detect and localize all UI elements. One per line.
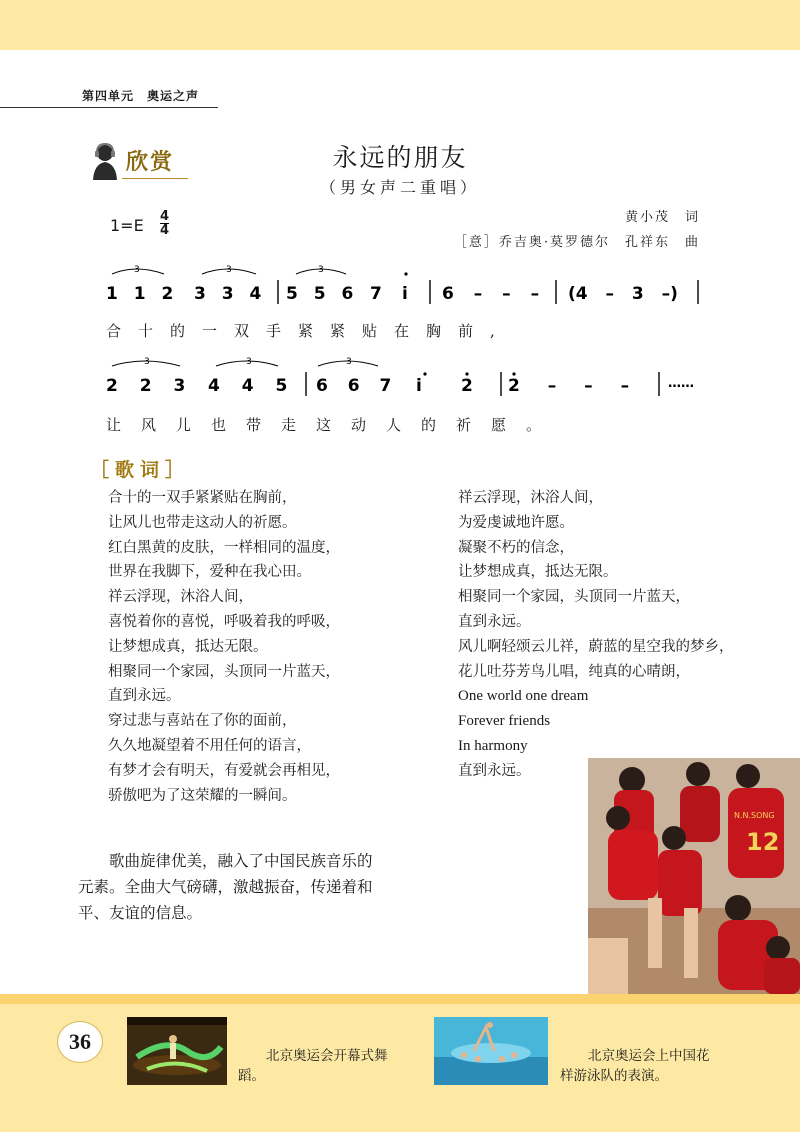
score-lyrics-2: 让风儿也带走这动人的祈愿。 bbox=[106, 416, 562, 434]
notes-group: 2 2 3 bbox=[106, 376, 186, 396]
triplet-mark: 3 bbox=[134, 265, 140, 275]
lyrics-right-column bbox=[458, 486, 734, 784]
lyric-line: 花儿吐芬芳鸟儿唱，纯真的心晴朗， bbox=[458, 663, 690, 680]
notes-group: 3 3 4 bbox=[194, 284, 262, 304]
lyric-line: 祥云浮现，沐浴人间， bbox=[108, 589, 253, 606]
song-description bbox=[78, 848, 378, 926]
lyric-line: 合十的一双手紧紧贴在胸前， bbox=[108, 490, 297, 506]
note-high: i bbox=[416, 376, 422, 396]
notes-group: 4 4 5 bbox=[208, 376, 288, 396]
lyric-line-english: Forever friends bbox=[458, 713, 551, 730]
notes-group: 2 – – – bbox=[508, 376, 630, 396]
lyric-line: 直到永远。 bbox=[108, 688, 181, 705]
high-dot-line1 bbox=[402, 270, 410, 278]
notes-group: 6 6 7 bbox=[316, 376, 392, 396]
lyric-line-english: In harmony bbox=[458, 737, 528, 754]
triplet-mark: 3 bbox=[318, 265, 324, 275]
photo-illustration bbox=[588, 758, 800, 994]
lyrics-left-column bbox=[108, 486, 340, 808]
note-high: i bbox=[402, 284, 408, 304]
high-dot bbox=[512, 372, 515, 375]
opening-dance-photo bbox=[127, 1017, 227, 1085]
note-high: 2 bbox=[461, 376, 473, 396]
jersey-number: 12 bbox=[746, 828, 780, 856]
lyrics-heading: ［歌词］ bbox=[90, 459, 191, 481]
song-title: 永远的朋友 bbox=[332, 143, 468, 172]
page-number: 36 bbox=[57, 1021, 103, 1063]
appreciation-badge bbox=[86, 142, 190, 182]
continuation-dots: …… bbox=[668, 376, 694, 391]
top-band bbox=[0, 0, 800, 50]
lyric-line: 相聚同一个家园，头顶同一片蓝天， bbox=[108, 663, 340, 680]
badge-underline bbox=[122, 178, 188, 179]
high-dot bbox=[423, 372, 426, 375]
caption-dance-text: 北京奥运会开幕式舞蹈。 bbox=[238, 1048, 388, 1084]
listener-icon bbox=[90, 142, 120, 180]
lyric-line: 让梦想成真，抵达无限。 bbox=[458, 564, 618, 581]
lyric-line: 让风儿也带走这动人的祈愿。 bbox=[108, 514, 297, 531]
jersey-name: N.N.SONG bbox=[734, 811, 775, 820]
lyric-line: 为爱虔诚地许愿。 bbox=[458, 514, 574, 531]
triplet-mark: 3 bbox=[144, 357, 150, 367]
synchronized-swimming-photo bbox=[434, 1017, 548, 1085]
triplet-mark: 3 bbox=[226, 265, 232, 275]
lyric-line: 红白黑黄的皮肤，一样相同的温度， bbox=[108, 539, 340, 556]
lyric-line: 相聚同一个家园，头顶同一片蓝天， bbox=[458, 589, 690, 606]
high-dot bbox=[465, 372, 468, 375]
badge-label: 欣赏 bbox=[126, 149, 175, 175]
lyric-line: 喜悦着你的喜悦，呼吸着我的呼吸， bbox=[108, 613, 340, 630]
lyric-line: 骄傲吧为了这荣耀的一瞬间。 bbox=[108, 787, 297, 804]
lyric-line: 穿过悲与喜站在了你的面前， bbox=[108, 713, 297, 730]
lyricist-credit: 黄小茂 词 bbox=[624, 210, 700, 225]
note: 7 bbox=[370, 284, 382, 304]
key-signature: 1=E bbox=[110, 216, 144, 235]
score-lyrics-1: 合十的一双手紧紧贴在胸前, bbox=[106, 322, 512, 340]
caption-swimming-text: 北京奥运会上中国花样游泳队的表演。 bbox=[560, 1048, 710, 1084]
lyric-line-english: One world one dream bbox=[458, 688, 589, 705]
description-text: 歌曲旋律优美，融入了中国民族音乐的元素。全曲大气磅礴，激越振奋，传递着和平、友谊的信息。 bbox=[78, 852, 373, 922]
time-signature bbox=[160, 210, 169, 237]
caption-swimming bbox=[560, 1046, 720, 1086]
time-bottom: 4 bbox=[160, 223, 170, 238]
swimming-illustration bbox=[434, 1017, 548, 1085]
notes-group: (4 – 3 –) bbox=[568, 284, 678, 304]
lyric-line: 直到永远。 bbox=[458, 613, 531, 630]
composer-credit: ［意］乔吉奥·莫罗德尔 孔祥东 曲 bbox=[453, 235, 700, 250]
lyric-line: 久久地凝望着不用任何的语言， bbox=[108, 737, 311, 754]
score-line-2 bbox=[106, 354, 706, 402]
lyric-line: 有梦才会有明天，有爱就会再相见， bbox=[108, 762, 340, 779]
score-line-1 bbox=[106, 262, 706, 306]
lyric-line: 风儿啊轻颂云儿祥，蔚蓝的星空我的梦乡， bbox=[458, 638, 734, 655]
lyric-line: 凝聚不朽的信念， bbox=[458, 539, 574, 556]
notes-group: 5 5 6 bbox=[286, 284, 354, 304]
triplet-mark: 3 bbox=[246, 357, 252, 367]
lyric-line: 世界在我脚下，爱种在我心田。 bbox=[108, 564, 311, 581]
dance-illustration bbox=[127, 1017, 227, 1085]
notes-group: 1 1 2 bbox=[106, 284, 174, 304]
unit-header bbox=[0, 85, 218, 108]
time-top: 4 bbox=[160, 209, 170, 224]
notes-group: 6 – – – bbox=[442, 284, 540, 304]
triplet-mark: 3 bbox=[346, 357, 352, 367]
lyric-line: 直到永远。 bbox=[458, 762, 531, 779]
lyric-line: 让梦想成真，抵达无限。 bbox=[108, 638, 268, 655]
lyric-line: 祥云浮现，沐浴人间， bbox=[458, 490, 603, 506]
unit-title: 第四单元 奥运之声 bbox=[82, 89, 200, 103]
caption-dance bbox=[238, 1046, 398, 1086]
song-subtitle: （男女声二重唱） bbox=[319, 178, 480, 197]
volleyball-team-photo bbox=[588, 758, 800, 994]
